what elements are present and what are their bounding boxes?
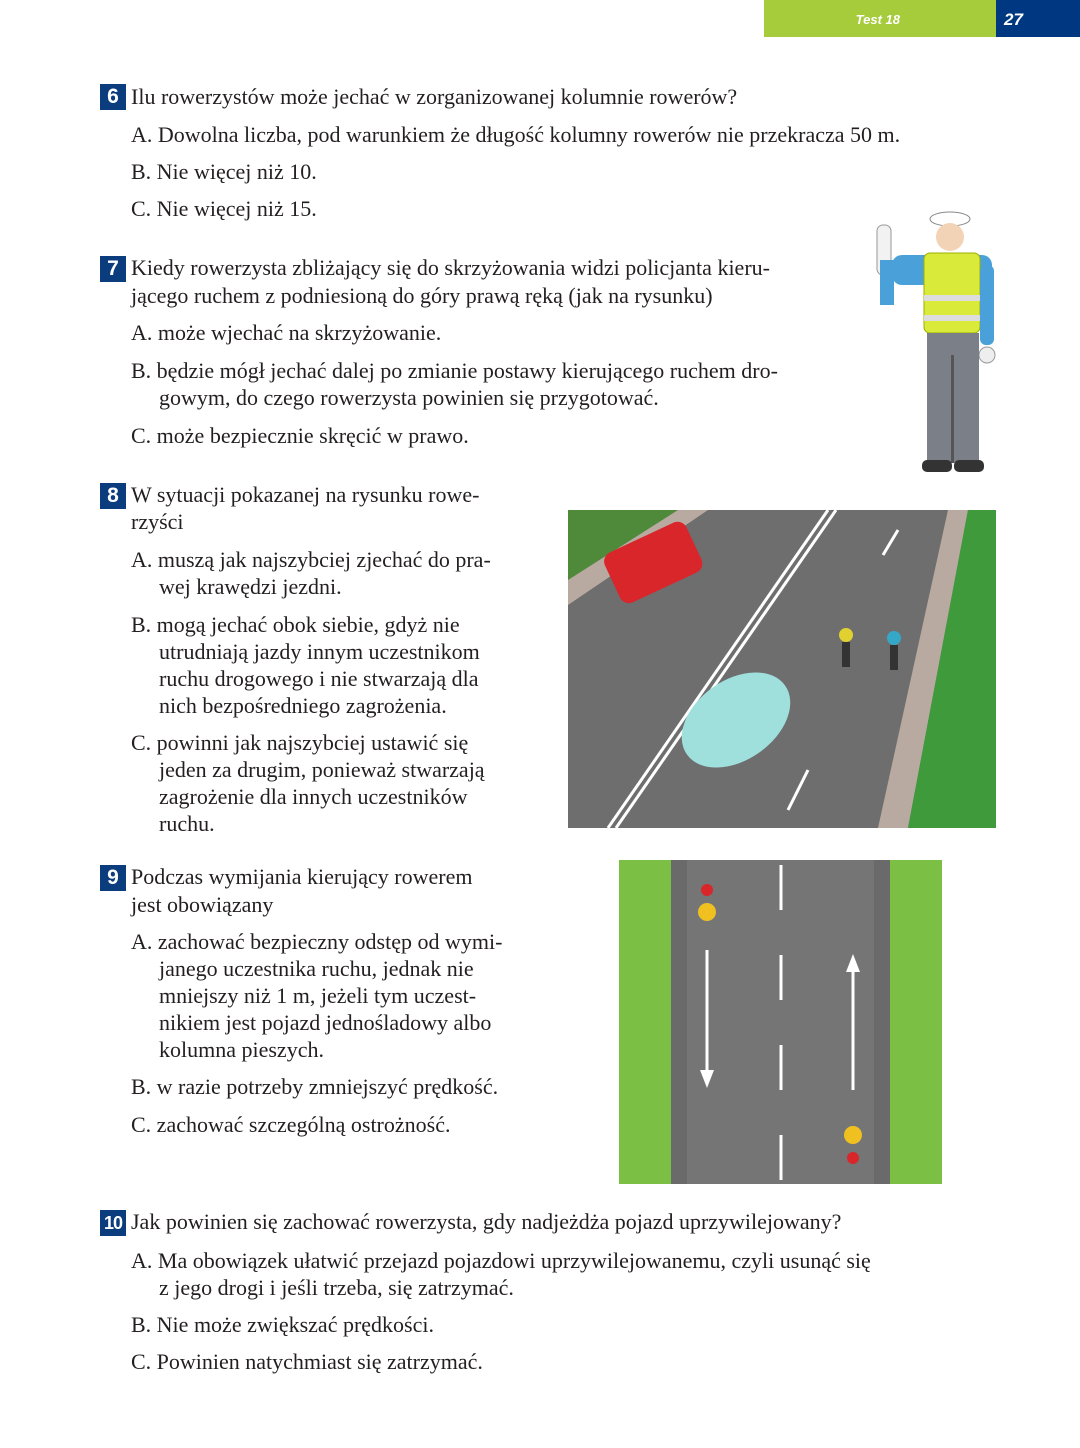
answer-option-a: kolumna pieszych. — [159, 1037, 324, 1062]
test-label: Test 18 — [855, 12, 900, 27]
question-number-badge: 7 — [100, 256, 126, 282]
answer-option-a: z jego drogi i jeśli trzeba, się zatrzymać. — [159, 1275, 514, 1300]
answer-option-b: B. Nie może zwiększać prędkości. — [131, 1312, 434, 1337]
question-number-badge: 8 — [100, 483, 126, 509]
question-text: Podczas wymijania kierujący rowerem — [131, 864, 473, 889]
answer-option-a: janego uczestnika ruchu, jednak nie — [159, 956, 474, 981]
question-text: W sytuacji pokazanej na rysunku rowe- — [131, 482, 480, 507]
road-passing-diagram — [619, 860, 942, 1184]
answer-option-c: C. Nie więcej niż 15. — [131, 196, 317, 221]
answer-option-b: B. w razie potrzeby zmniejszyć prędkość. — [131, 1074, 499, 1099]
answer-option-b: B. Nie więcej niż 10. — [131, 159, 317, 184]
page-number: 27 — [1004, 10, 1023, 29]
answer-option-c: C. zachować szczególną ostrożność. — [131, 1112, 451, 1137]
answer-option-b: nich bezpośredniego zagrożenia. — [159, 693, 447, 718]
answer-option-c: C. może bezpiecznie skręcić w prawo. — [131, 423, 469, 448]
question-number-badge: 6 — [100, 84, 126, 110]
answer-option-c: C. powinni jak najszybciej ustawić się — [131, 730, 469, 755]
question-text: Kiedy rowerzysta zbliżający się do skrzyżowania widzi policjanta kieru- — [131, 255, 770, 280]
question-text: Ilu rowerzystów może jechać w zorganizowanej kolumnie rowerów? — [131, 84, 738, 109]
answer-option-a: wej krawędzi jezdni. — [159, 574, 342, 599]
question-number-badge: 9 — [100, 865, 126, 891]
answer-option-a: A. Ma obowiązek ułatwić przejazd pojazdowi uprzywilejowanemu, czyli usunąć się — [131, 1248, 871, 1273]
answer-option-b: ruchu drogowego i nie stwarzają dla — [159, 666, 479, 691]
answer-option-b: utrudniają jazdy innym uczestnikom — [159, 639, 480, 664]
answer-option-a: nikiem jest pojazd jednośladowy albo — [159, 1010, 492, 1035]
answer-option-c: C. Powinien natychmiast się zatrzymać. — [131, 1349, 483, 1374]
answer-option-c: zagrożenie dla innych uczestników — [159, 784, 468, 809]
question-text: jącego ruchem z podniesioną do góry prawą ręką (jak na rysunku) — [131, 283, 713, 308]
question-text: rzyści — [131, 509, 184, 534]
answer-option-b: B. mogą jechać obok siebie, gdyż nie — [131, 612, 460, 637]
question-text: Jak powinien się zachować rowerzysta, gdy nadjeżdża pojazd uprzywilejowany? — [131, 1209, 842, 1234]
answer-option-a: A. zachować bezpieczny odstęp od wymi- — [131, 929, 503, 954]
answer-option-a: mniejszy niż 1 m, jeżeli tym uczest- — [159, 983, 477, 1008]
answer-option-c: jeden za drugim, ponieważ stwarzają — [159, 757, 485, 782]
answer-option-b: B. będzie mógł jechać dalej po zmianie postawy kierującego ruchem dro- — [131, 358, 778, 383]
header-page-box — [996, 0, 1080, 37]
road-traffic-photo — [568, 510, 996, 828]
header-green-bar — [764, 0, 996, 37]
question-number-badge: 10 — [100, 1210, 126, 1236]
answer-option-c: ruchu. — [159, 811, 215, 836]
policeman-illustration — [872, 205, 1002, 477]
answer-option-a: A. Dowolna liczba, pod warunkiem że długość kolumny rowerów nie przekracza 50 m. — [131, 122, 901, 147]
answer-option-a: A. muszą jak najszybciej zjechać do pra- — [131, 547, 491, 572]
answer-option-b: gowym, do czego rowerzysta powinien się przygotować. — [159, 385, 659, 410]
answer-option-a: A. może wjechać na skrzyżowanie. — [131, 320, 442, 345]
question-text: jest obowiązany — [131, 892, 274, 917]
